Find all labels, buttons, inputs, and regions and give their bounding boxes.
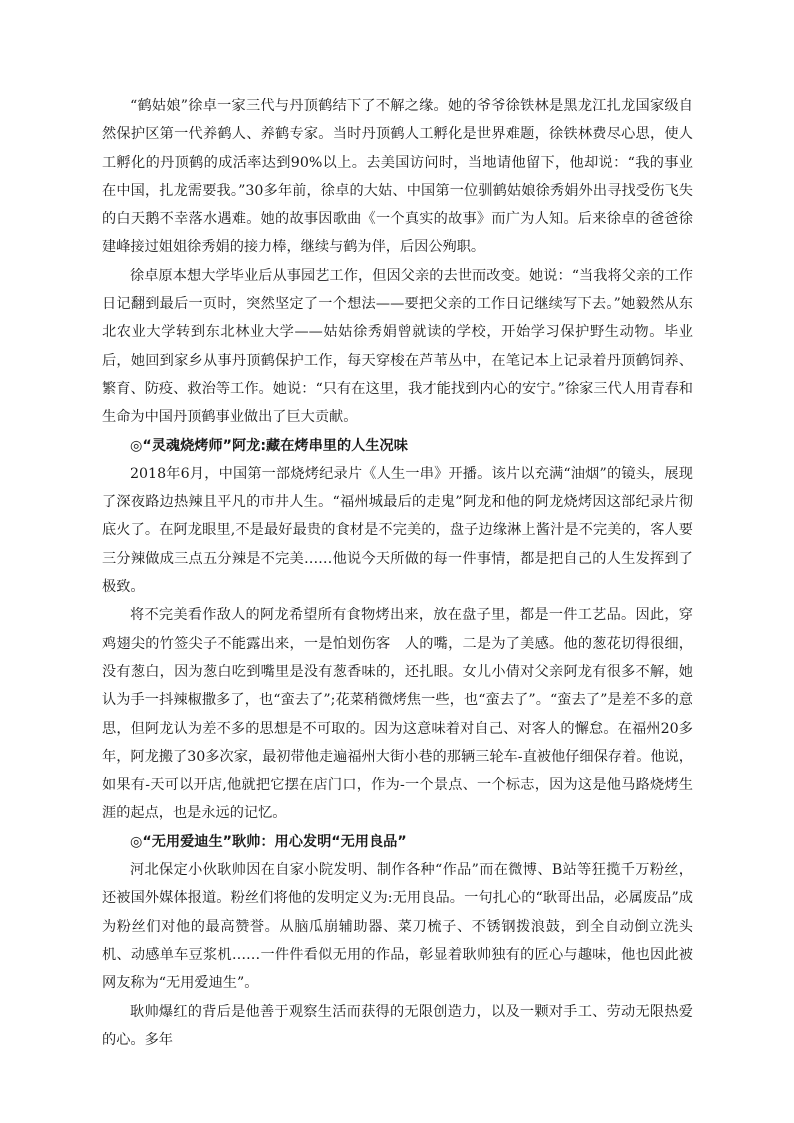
document-body [102, 92, 693, 1054]
paragraph-geng-shuai-intro: 河北保定小伙耿帅因在自家小院发明、制作各种“作品”而在微博、B站等狂揽千万粉丝，还被国外媒体报道。粉丝们将他的发明定义为:无用良品。一句扎心的“耿哥出品，必属废品”成为粉丝们对他的最高赞誉。从脑瓜崩辅助器、菜刀梳子、不锈钢拨浪鼓，到全自动倒立洗头机、动感单车豆浆机……一件件看似无用的作品，彰显着耿帅独有的匠心与趣味，他也因此被网友称为“无用爱迪生”。 [102, 862, 693, 992]
paragraph-crane-family: “鹤姑娘”徐卓一家三代与丹顶鹤结下了不解之缘。她的爷爷徐铁林是黑龙江扎龙国家级自然保护区第一代养鹤人、养鹤专家。当时丹顶鹤人工孵化是世界难题，徐铁林费尽心思，使人工孵化的丹顶鹤的成活率达到90%以上。去美国访问时，当地请他留下，他却说：“我的事业在中国，扎龙需要我。”30多年前，徐卓的大姑、中国第一位驯鹤姑娘徐秀娟外出寻找受伤飞失的白天鹅不幸落水遇难。她的故事因歌曲《一个真实的故事》而广为人知。后来徐卓的爸爸徐建峰接过姐姐徐秀娟的接力棒，继续与鹤为伴，后因公殉职。 [102, 98, 693, 256]
paragraph-along-perfection: 将不完美看作敌人的阿龙希望所有食物烤出来，放在盘子里，都是一件工艺品。因此，穿鸡翅尖的竹签尖子不能露出来，一是怕划伤客 人的嘴，二是为了美感。他的葱花切得很细，没有葱白，因为葱白吃到嘴里是没有葱香味的，还扎眼。女儿小倩对父亲阿龙有很多不解，她认为手一抖辣椒撒多了，也“蛮去了”;花菜稍微烤焦一些，也“蛮去了”。“蛮去了”是差不多的意思，但阿龙认为差不多的思想是不可取的。因为这意味着对自己、对客人的懈怠。在福州20多年，阿龙搬了30多次家，最初带他走遍福州大街小巷的那辆三轮车-直被他仔细保存着。他说，如果有-天可以开店,他就把它摆在店门口，作为-一个景点、一个标志，因为这是他马路烧烤生涯的起点，也是永远的记忆。 [102, 607, 693, 822]
paragraph-geng-shuai-cont: 耿帅爆红的背后是他善于观察生活而获得的无限创造力，以及一颗对手工、劳动无限热爱的心。多年 [102, 1003, 693, 1048]
paragraph-xu-zhuo: 徐卓原本想大学毕业后从事园艺工作，但因父亲的去世而改变。她说：“当我将父亲的工作日记翻到最后一页时，突然坚定了一个想法——要把父亲的工作日记继续写下去。”她毅然从东北农业大学转到东北林业大学——姑姑徐秀娟曾就读的学校，开始学习保护野生动物。毕业后，她回到家乡从事丹顶鹤保护工作，每天穿梭在芦苇丛中，在笔记本上记录着丹顶鹤饲养、繁育、防疫、救治等工作。她说：“只有在这里，我才能找到内心的安宁。”徐家三代人用青春和生命为中国丹顶鹤事业做出了巨大贡献。 [102, 267, 693, 426]
section-heading-geng-shuai: ◎“无用爱迪生”耿帅：用心发明“无用良品” [130, 833, 407, 850]
section-heading-along: ◎“灵魂烧烤师”阿龙:藏在烤串里的人生况味 [130, 437, 408, 454]
paragraph-along-documentary: 2018年6月，中国第一部烧烤纪录片《人生一串》开播。该片以充满“油烟”的镜头，展现了深夜路边热辣且平凡的市井人生。“福州城最后的走鬼”阿龙和他的阿龙烧烤因这部纪录片彻底火了。在阿龙眼里,不是最好最贵的食材是不完美的，盘子边缘淋上酱汁是不完美的，客人要三分辣做成三点五分辣是不完美……他说今天所做的每一件事情，都是把自己的人生发挥到了极致。 [102, 465, 693, 596]
